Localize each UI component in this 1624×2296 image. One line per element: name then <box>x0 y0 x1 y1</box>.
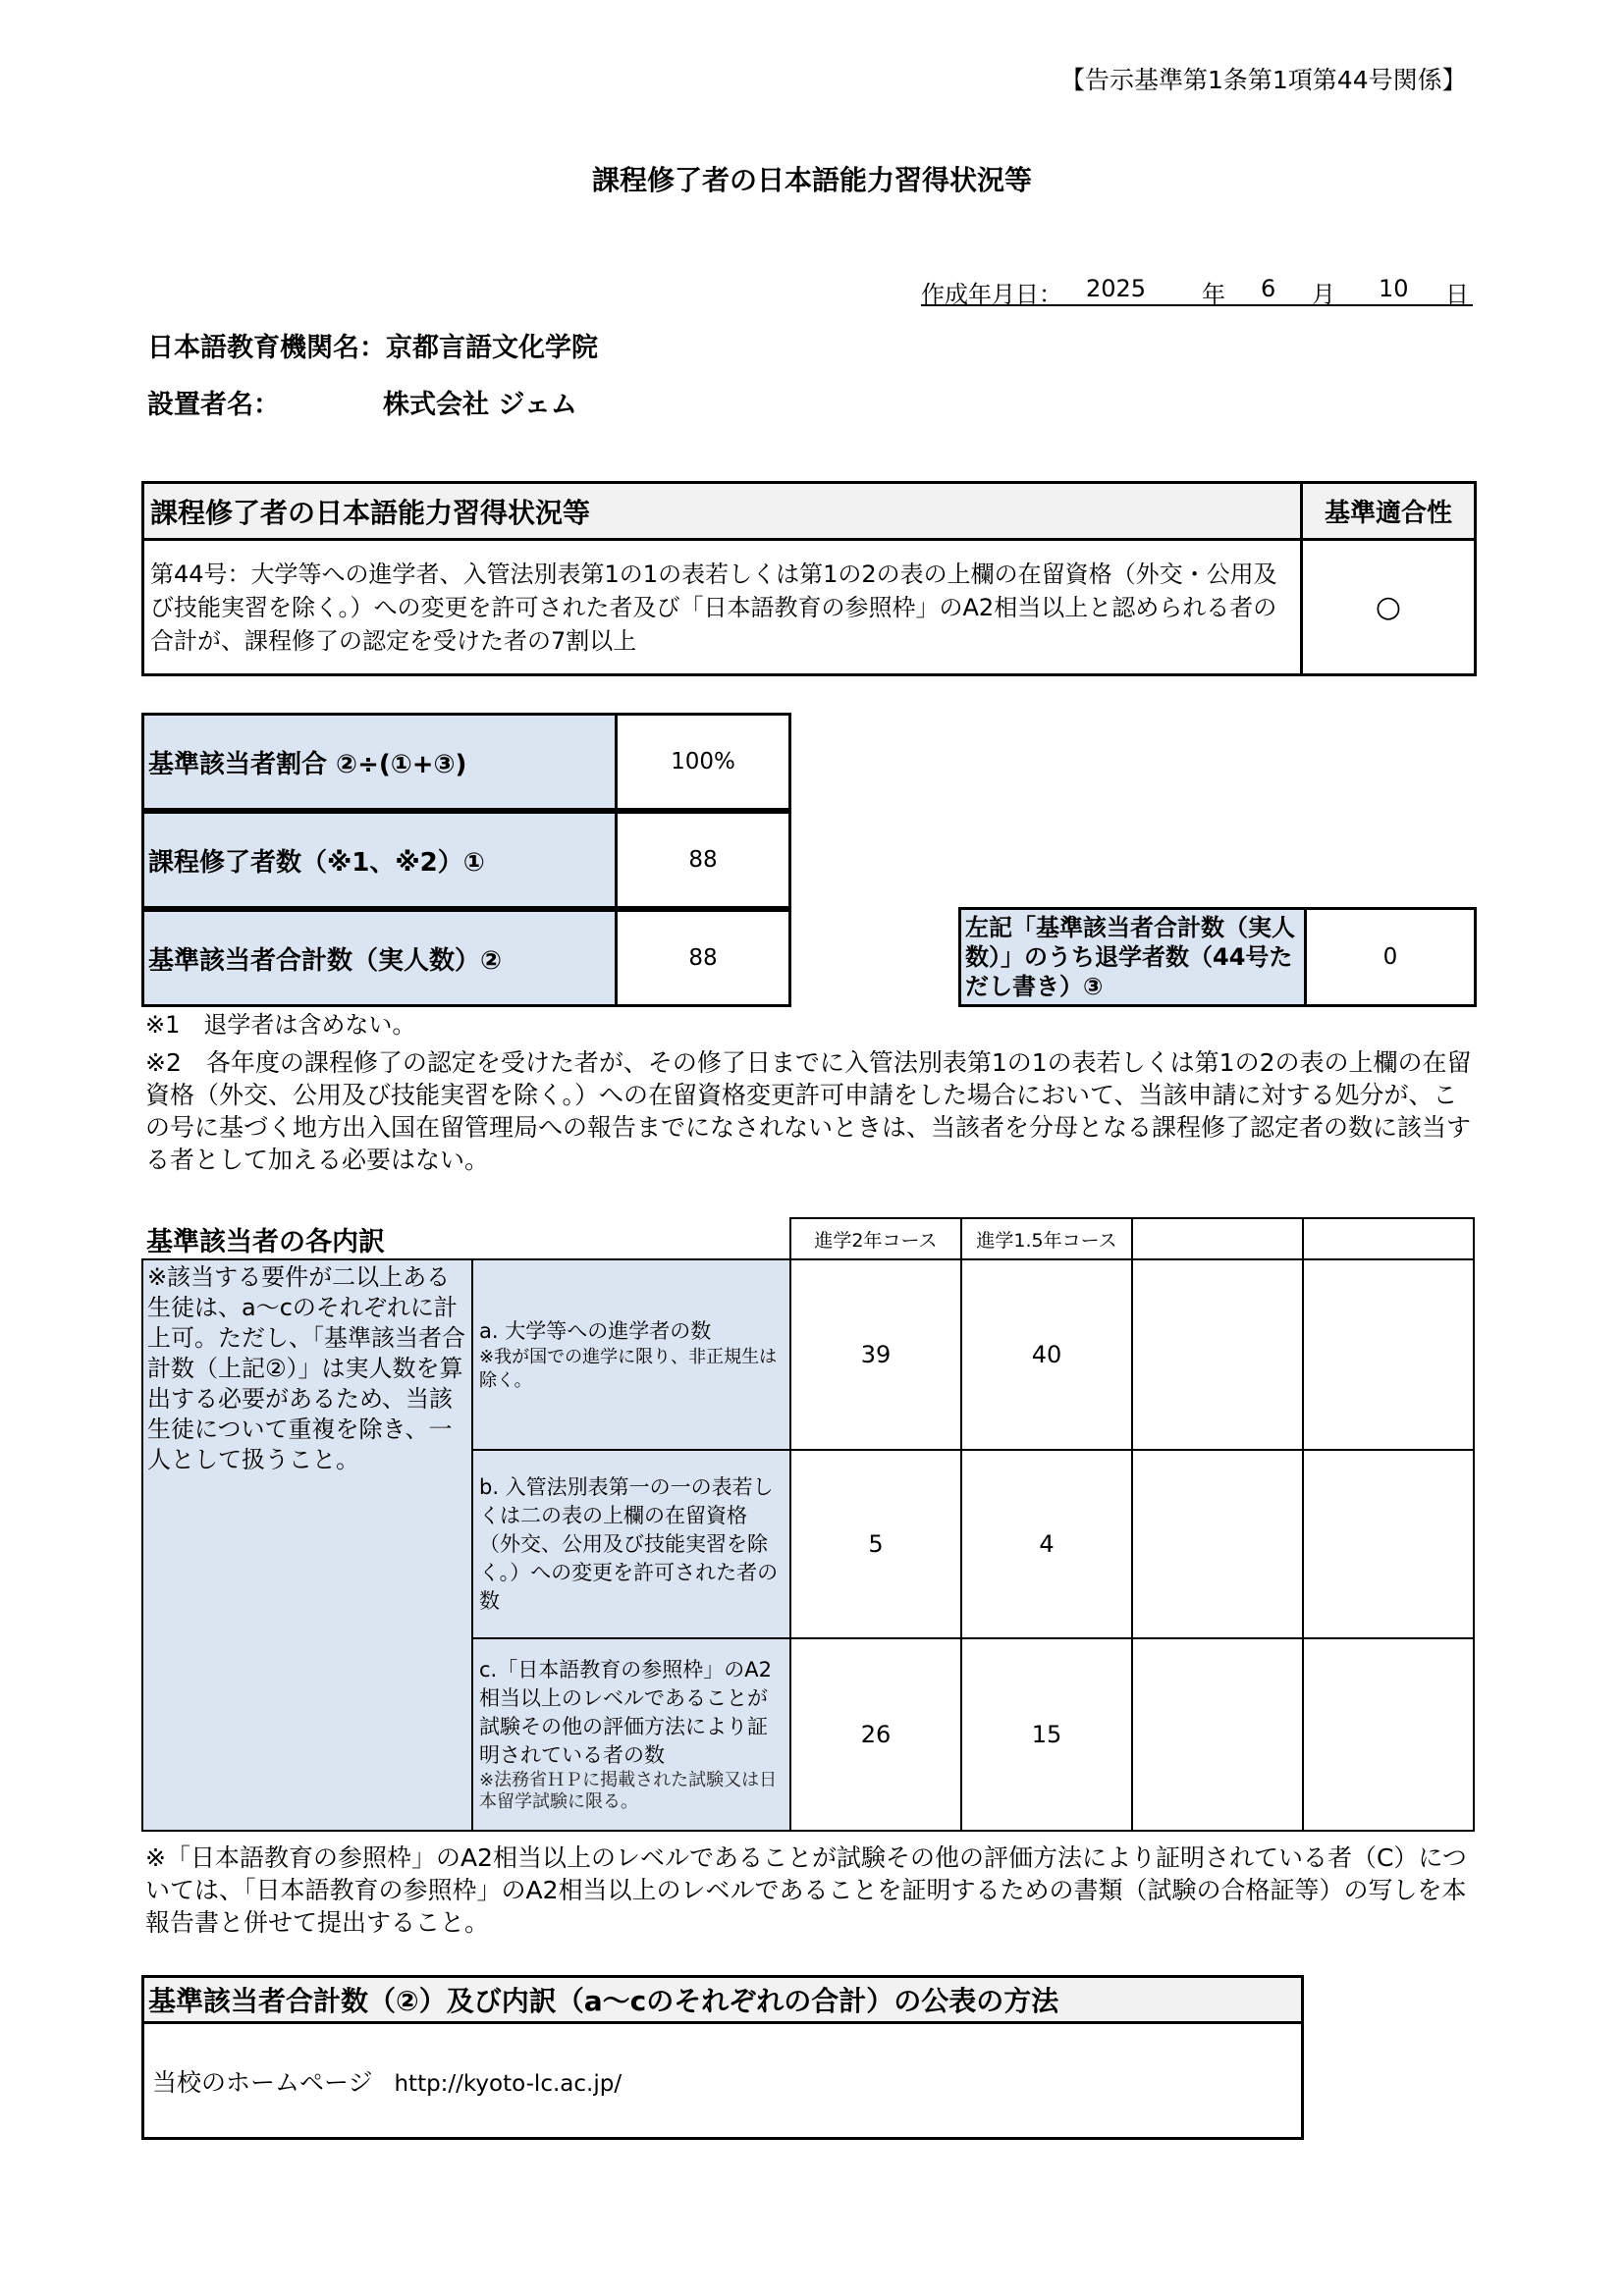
page-title: 課程修了者の日本語能力習得状況等 <box>591 164 1032 196</box>
qualified-label: 基準該当者合計数（実人数）② <box>144 912 618 1004</box>
course-header-2: 進学1.5年コース <box>961 1218 1132 1259</box>
category-c <box>472 1638 790 1831</box>
category-c-value-3 <box>1132 1638 1303 1831</box>
category-b-value-4 <box>1303 1450 1474 1638</box>
category-b-value-1: 5 <box>790 1450 961 1638</box>
category-c-value-1: 26 <box>790 1638 961 1831</box>
conformity-heading: 基準適合性 <box>1302 483 1476 540</box>
category-c-value-4 <box>1303 1638 1474 1831</box>
category-c-note: ※法務省ＨＰに掲載された試験又は日本留学試験に限る。 <box>479 1770 778 1812</box>
creation-date <box>921 273 1473 306</box>
breakdown-instruction: ※該当する要件が二以上ある生徒は、a～cのそれぞれに計上可。ただし、「基準該当者合計数（上記②）」は実人数を算出する必要があるため、当該生徒について重複を除き、一人として扱うこと。 <box>142 1259 472 1831</box>
publication-url[interactable]: http://kyoto-lc.ac.jp/ <box>394 2070 623 2097</box>
breakdown-heading: 基準該当者の各内訳 <box>146 1227 385 1257</box>
founder-label: 設置者名： <box>147 390 280 420</box>
date-month: 6 <box>1261 275 1276 302</box>
withdrawn-label: 左記「基準該当者合計数（実人数）」のうち退学者数（44号ただし書き）③ <box>961 910 1307 1004</box>
category-a-value-2: 40 <box>961 1259 1132 1450</box>
completers-label: 課程修了者数（※1、※2）① <box>144 814 618 906</box>
category-b-value-2: 4 <box>961 1450 1132 1638</box>
completers-row <box>141 811 791 909</box>
withdrawn-value: 0 <box>1307 910 1474 1004</box>
breakdown-table <box>141 1217 1475 1832</box>
course-header-4 <box>1303 1218 1474 1259</box>
category-a-value-4 <box>1303 1259 1474 1450</box>
ratio-label: 基準該当者割合 ②÷(①+③) <box>144 716 618 808</box>
criteria-description: 第44号：大学等への進学者、入管法別表第1の1の表若しくは第1の2の表の上欄の在留資格（外交・公用及び技能実習を除く。）への変更を許可された者及び「日本語教育の参照枠」のA2相当以上と認められる者の合計が、課程修了の認定を受けた者の7割以上 <box>143 540 1302 675</box>
note-2: ※2 各年度の課程修了の認定を受けた者が、その修了日までに入管法別表第1の1の表若しくは第1の2の表の上欄の在留資格（外交、公用及び技能実習を除く。）への在留資格変更許可申請をした場合において、当該申請に対する処分が、この号に基づく地方出入国在留管理局への報告までになされないときは、当該者を分母となる課程修了認定者の数に該当する者として加える必要はない。 <box>145 1048 1472 1174</box>
conformity-mark: ○ <box>1302 540 1476 675</box>
category-b-label: b. 入管法別表第一の一の表若しくは二の表の上欄の在留資格（外交、公用及び技能実習を除く。）への変更を許可された者の数 <box>479 1474 779 1613</box>
course-header-3 <box>1132 1218 1303 1259</box>
date-label: 作成年月日： <box>921 281 1062 308</box>
category-b-value-3 <box>1132 1450 1303 1638</box>
publication-table <box>141 1975 1304 2140</box>
qualified-value: 88 <box>618 912 788 1004</box>
criteria-heading: 課程修了者の日本語能力習得状況等 <box>143 483 1302 540</box>
category-a-value-3 <box>1132 1259 1303 1450</box>
breakdown-footnote: ※「日本語教育の参照枠」のA2相当以上のレベルであることが試験その他の評価方法により証明されている者（C）については、「日本語教育の参照枠」のA2相当以上のレベルであることを証明するための書類（試験の合格証等）の写しを本報告書と併せて提出すること。 <box>145 1843 1467 1937</box>
category-a-value-1: 39 <box>790 1259 961 1450</box>
institution-name: 日本語教育機関名：京都言語文化学院 <box>147 333 598 363</box>
category-a <box>472 1259 790 1450</box>
course-header-1: 進学2年コース <box>790 1218 961 1259</box>
founder-name: 株式会社 ジェム <box>383 390 577 420</box>
publication-heading: 基準該当者合計数（②）及び内訳（a～cのそれぞれの合計）の公表の方法 <box>143 1977 1303 2023</box>
qualified-row <box>141 909 791 1007</box>
category-a-note: ※我が国での進学に限り、非正規生は除く。 <box>479 1346 778 1391</box>
withdrawn-row <box>958 907 1477 1007</box>
publication-method <box>143 2023 1303 2139</box>
publication-method-label: 当校のホームページ <box>152 2067 373 2097</box>
ratio-value: 100% <box>618 716 788 808</box>
date-day-unit: 日 <box>1445 281 1469 308</box>
criteria-table <box>141 481 1477 676</box>
ratio-row <box>141 713 791 811</box>
date-year: 2025 <box>1086 275 1147 302</box>
date-day: 10 <box>1379 275 1409 302</box>
category-c-label: c.「日本語教育の参照枠」のA2相当以上のレベルであることが試験その他の評価方法により証明されている者の数 <box>479 1658 772 1767</box>
notice-reference: 【告示基準第1条第1項第44号関係】 <box>1060 66 1467 94</box>
completers-value: 88 <box>618 814 788 906</box>
category-c-value-2: 15 <box>961 1638 1132 1831</box>
date-month-unit: 月 <box>1312 281 1335 308</box>
note-1: ※1 退学者は含めない。 <box>145 1011 416 1039</box>
category-a-label: a. 大学等への進学者の数 <box>479 1318 712 1343</box>
category-b <box>472 1450 790 1638</box>
date-year-unit: 年 <box>1202 281 1225 308</box>
